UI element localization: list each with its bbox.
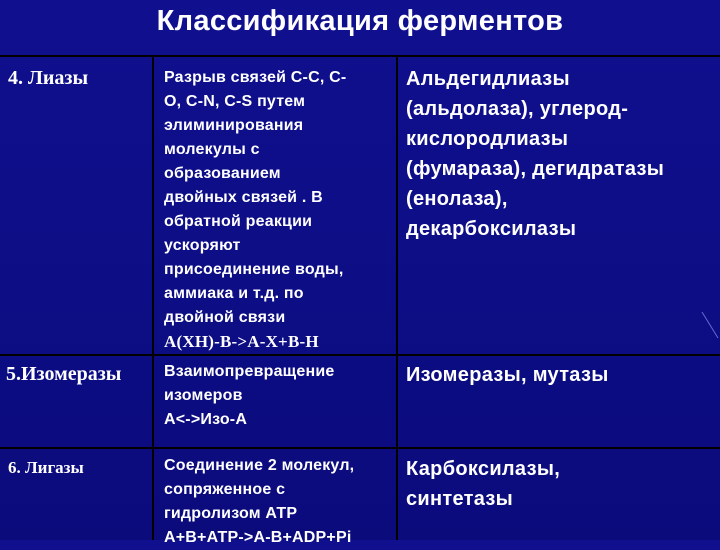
examples-line: (альдолаза), углерод- — [406, 98, 629, 120]
description-line: Взаимопревращение — [164, 363, 335, 380]
slide-title: Классификация ферментов — [156, 5, 564, 37]
examples-line: декарбоксилазы — [406, 218, 577, 240]
examples-line: Изомеразы, мутазы — [406, 364, 609, 386]
examples-cell — [406, 454, 560, 514]
class-name-cell — [6, 362, 121, 386]
description-line: образованием — [164, 165, 281, 182]
examples-line: (фумараза), дегидратазы — [406, 158, 665, 180]
description-line: изомеров — [164, 387, 243, 404]
description-line: Разрыв связей С-С, С- — [164, 69, 347, 86]
description-cell — [164, 454, 354, 550]
class-name: 4. Лиазы — [8, 67, 89, 89]
table-row-ligases — [0, 449, 720, 542]
class-name: 6. Лигазы — [8, 458, 84, 477]
description-line: двойной связи — [164, 309, 286, 326]
examples-line: Карбоксилазы, — [406, 458, 561, 480]
description-line: обратной реакции — [164, 213, 313, 230]
description-line: молекулы с — [164, 141, 260, 158]
column-divider-2 — [396, 55, 398, 540]
description-line: сопряженное с — [164, 481, 286, 498]
class-name-cell — [8, 66, 88, 90]
class-name: 5.Изомеразы — [6, 363, 122, 385]
description-line: А<->Изо-А — [164, 411, 248, 428]
description-line: присоединение воды, — [164, 261, 344, 278]
examples-line: (енолаза), — [406, 188, 508, 210]
reaction-formula: A(XH)-B->A-X+B-H — [164, 332, 319, 351]
description-cell — [164, 66, 346, 354]
examples-cell — [406, 64, 664, 244]
description-line: гидролизом АТР — [164, 505, 298, 522]
description-line: двойных связей . В — [164, 189, 323, 206]
description-line: Соединение 2 молекул, — [164, 457, 355, 474]
examples-cell — [406, 360, 609, 390]
description-line: элиминирования — [164, 117, 304, 134]
class-name-cell — [8, 456, 84, 480]
description-line: А+В+АТР->А-В+АDP+Pi — [164, 529, 352, 546]
examples-line: кислородлиазы — [406, 128, 569, 150]
decorative-diagonal-line — [700, 310, 720, 340]
description-cell — [164, 360, 334, 432]
examples-line: синтетазы — [406, 488, 514, 510]
description-line: аммиака и т.д. по — [164, 285, 304, 302]
description-line: ускоряют — [164, 237, 241, 254]
description-line: О, С-N, С-S путем — [164, 93, 306, 110]
column-divider-1 — [152, 55, 154, 540]
examples-line: Альдегидлиазы — [406, 68, 570, 90]
